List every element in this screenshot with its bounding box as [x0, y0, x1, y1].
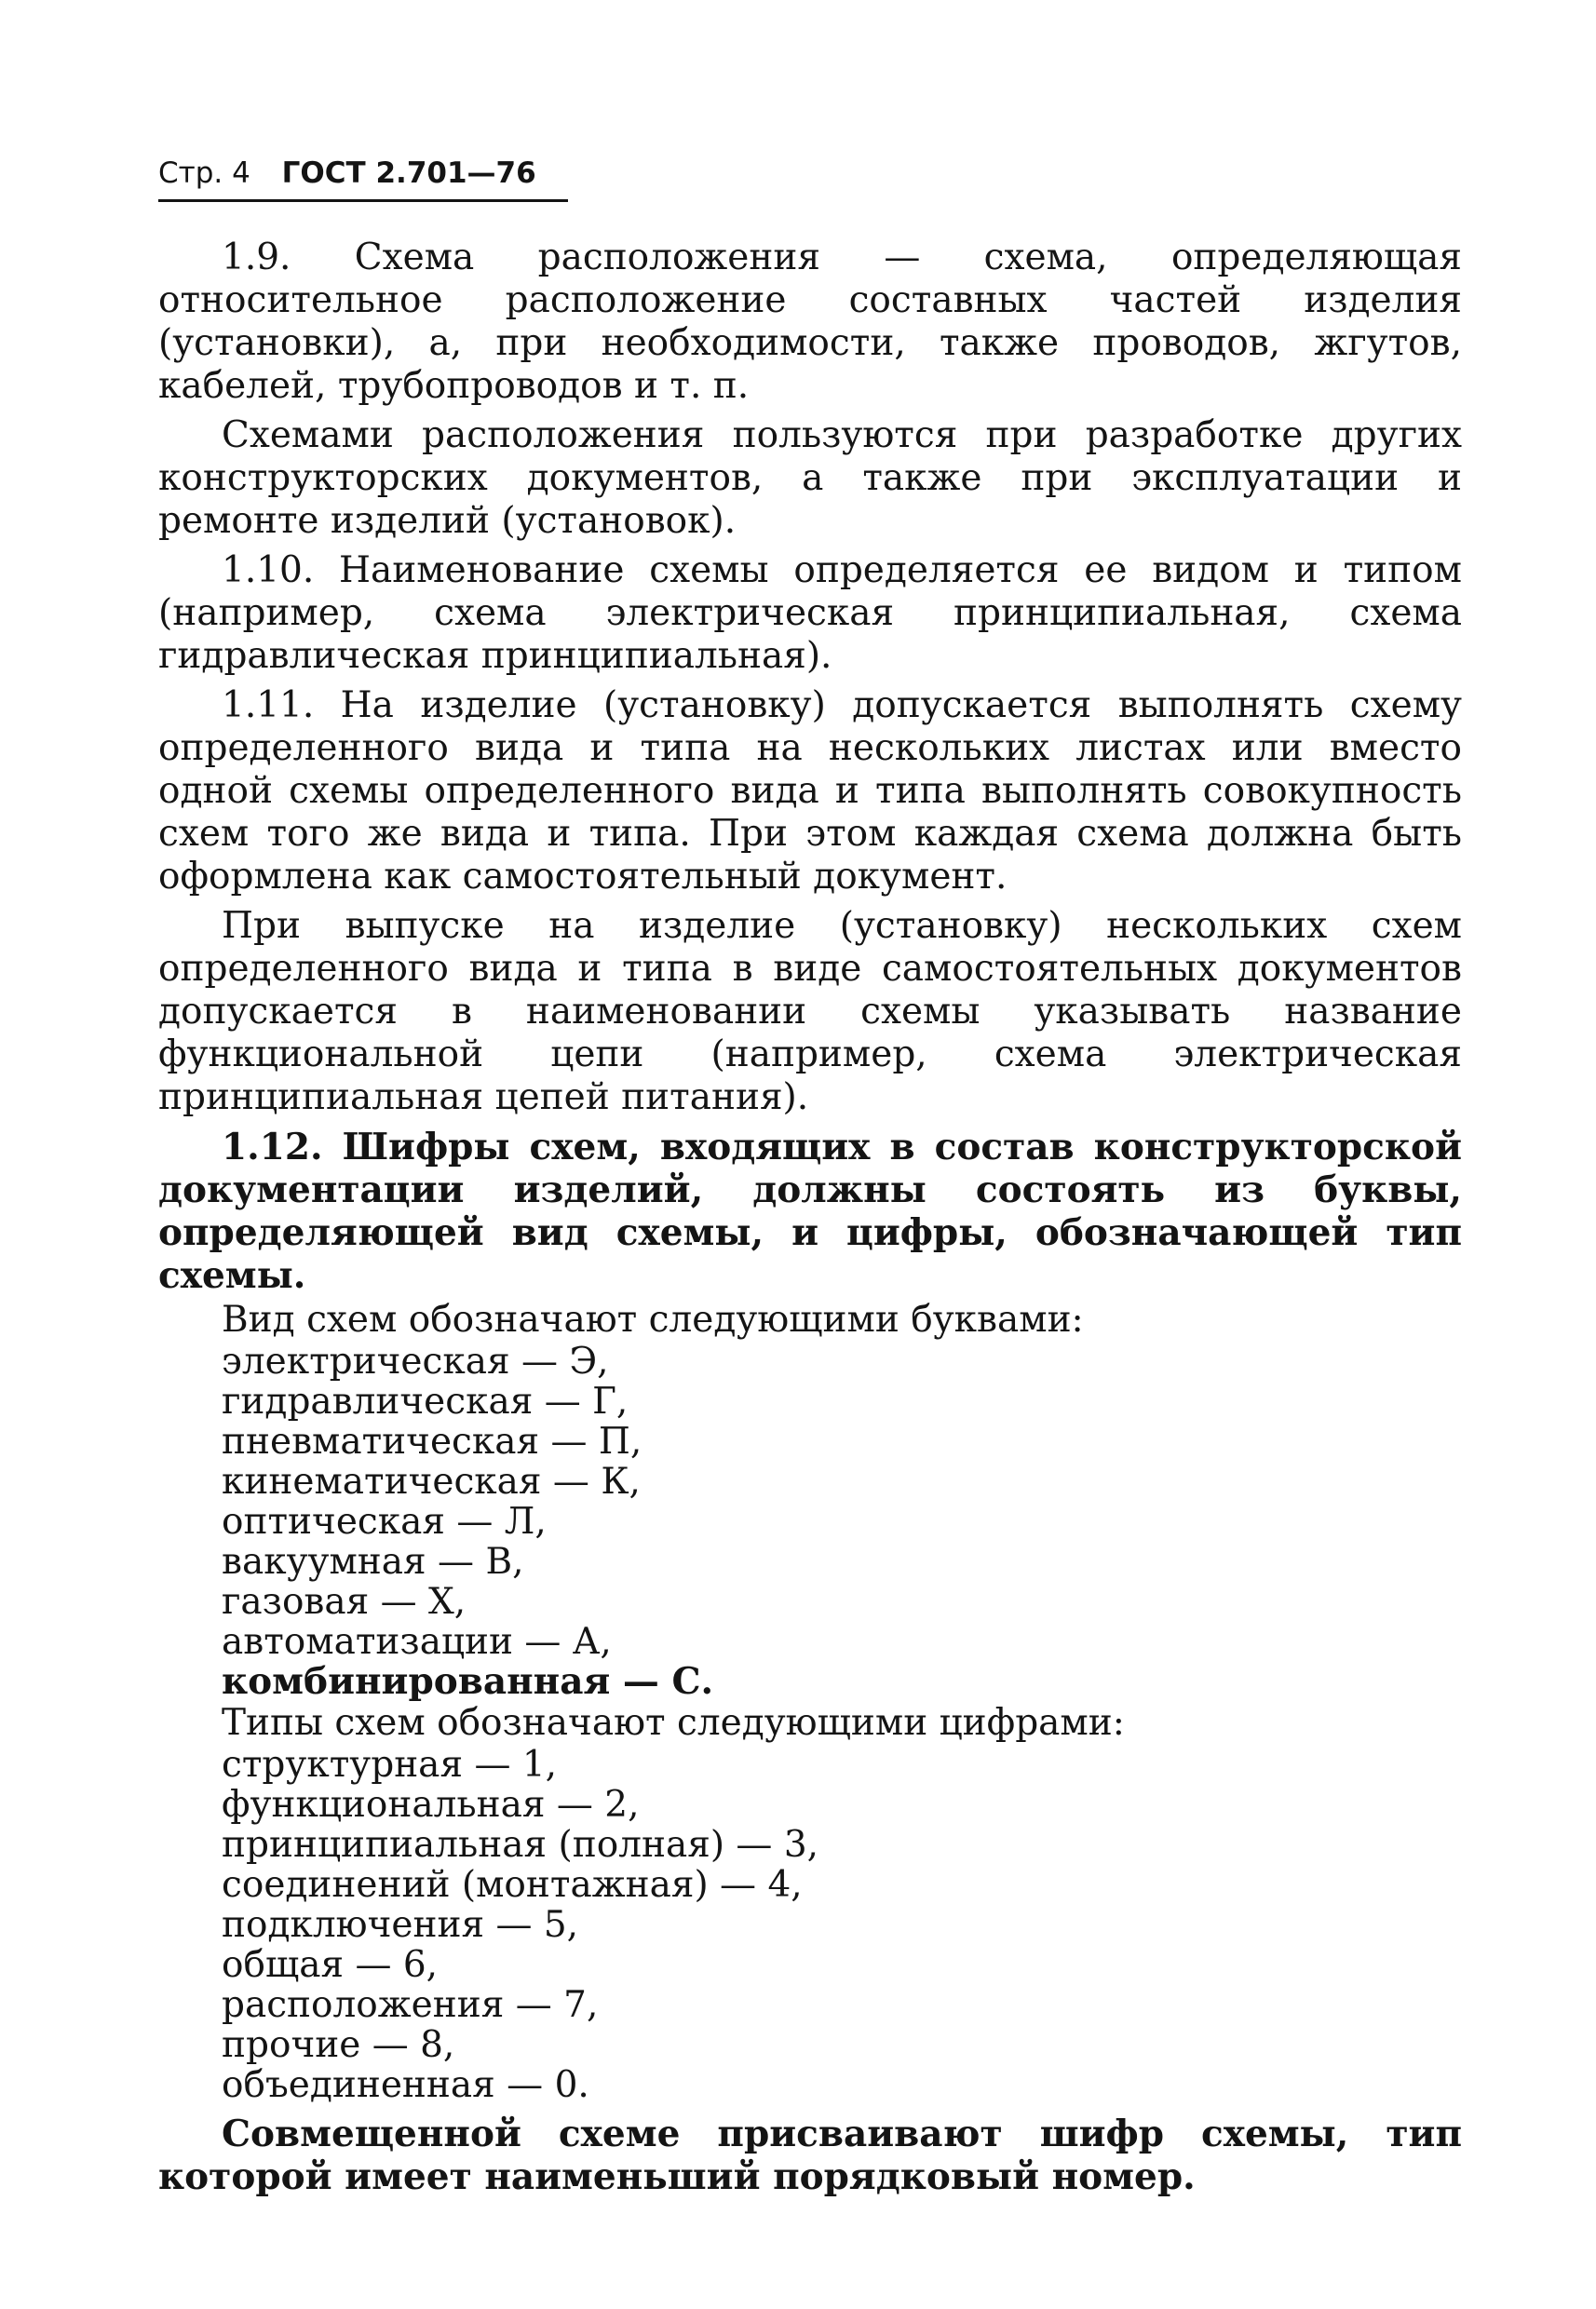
list-item: пневматическая — П, [222, 1421, 642, 1463]
list-item: принципиальная (полная) — 3, [222, 1824, 819, 1866]
kinds-list [158, 1342, 1462, 1702]
page-number: Стр. 4 [158, 156, 250, 190]
list-item: функциональная — 2, [222, 1784, 640, 1826]
page-header [158, 155, 536, 192]
list-item: объединенная — 0. [222, 2064, 589, 2106]
closing-paragraph: Совмещенной схеме присваивают шифр схемы, тип которой имеет наименьший порядковый номер. [158, 2113, 1462, 2198]
list-item: прочие — 8, [222, 2024, 455, 2066]
list-item: общая — 6, [222, 1944, 439, 1986]
document-body [158, 236, 1462, 2205]
paragraph-1-10: 1.10. Наименование схемы определяется ее видом и типом (например, схема электрическая принципиальная, схема гидравлическая принципиальная). [158, 549, 1462, 677]
paragraph-1-12: 1.12. Шифры схем, входящих в состав конструкторской документации изделий, должны состоять из буквы, определяющей вид схемы, и цифры, обозначающей тип схемы. [158, 1126, 1462, 1297]
list-item: вакуумная — В, [222, 1541, 524, 1583]
list-item: подключения — 5, [222, 1904, 579, 1946]
types-intro: Типы схем обозначают следующими цифрами: [222, 1702, 1125, 1744]
list-item: комбинированная — С. [222, 1660, 714, 1703]
list-item: расположения — 7, [222, 1984, 599, 2026]
list-item: структурная — 1, [222, 1744, 558, 1786]
standard-designation: ГОСТ 2.701—76 [281, 156, 536, 190]
paragraph-1-9-usage: Схемами расположения пользуются при разработке других конструкторских документов, а также при эксплуатации и ремонте изделий (установок). [158, 414, 1462, 542]
list-item: соединений (монтажная) — 4, [222, 1864, 803, 1906]
list-item: газовая — Х, [222, 1581, 467, 1623]
header-rule [158, 199, 568, 202]
list-item: электрическая — Э, [222, 1341, 609, 1383]
list-item: оптическая — Л, [222, 1501, 547, 1543]
list-item: автоматизации — А, [222, 1621, 612, 1663]
paragraph-1-11-release: При выпуске на изделие (установку) нескольких схем определенного вида и типа в виде самостоятельных документов допускается в наименовании схемы указывать название функциональной цепи (например, схема электрическая принципиальная цепей питания). [158, 905, 1462, 1118]
paragraph-1-9: 1.9. Схема расположения — схема, определяющая относительное расположение составных частей изделия (установки), а, при необходимости, также проводов, жгутов, кабелей, трубопроводов и т. п. [158, 236, 1462, 407]
paragraph-1-11: 1.11. На изделие (установку) допускается выполнять схему определенного вида и типа на нескольких листах или вместо одной схемы определенного вида и типа выполнять совокупность схем того же вида и типа. При этом каждая схема должна быть оформлена как самостоятельный документ. [158, 684, 1462, 898]
list-item: гидравлическая — Г, [222, 1381, 629, 1423]
types-list [158, 1745, 1462, 2105]
kinds-intro: Вид схем обозначают следующими буквами: [222, 1299, 1084, 1341]
list-item: кинематическая — К, [222, 1461, 641, 1503]
